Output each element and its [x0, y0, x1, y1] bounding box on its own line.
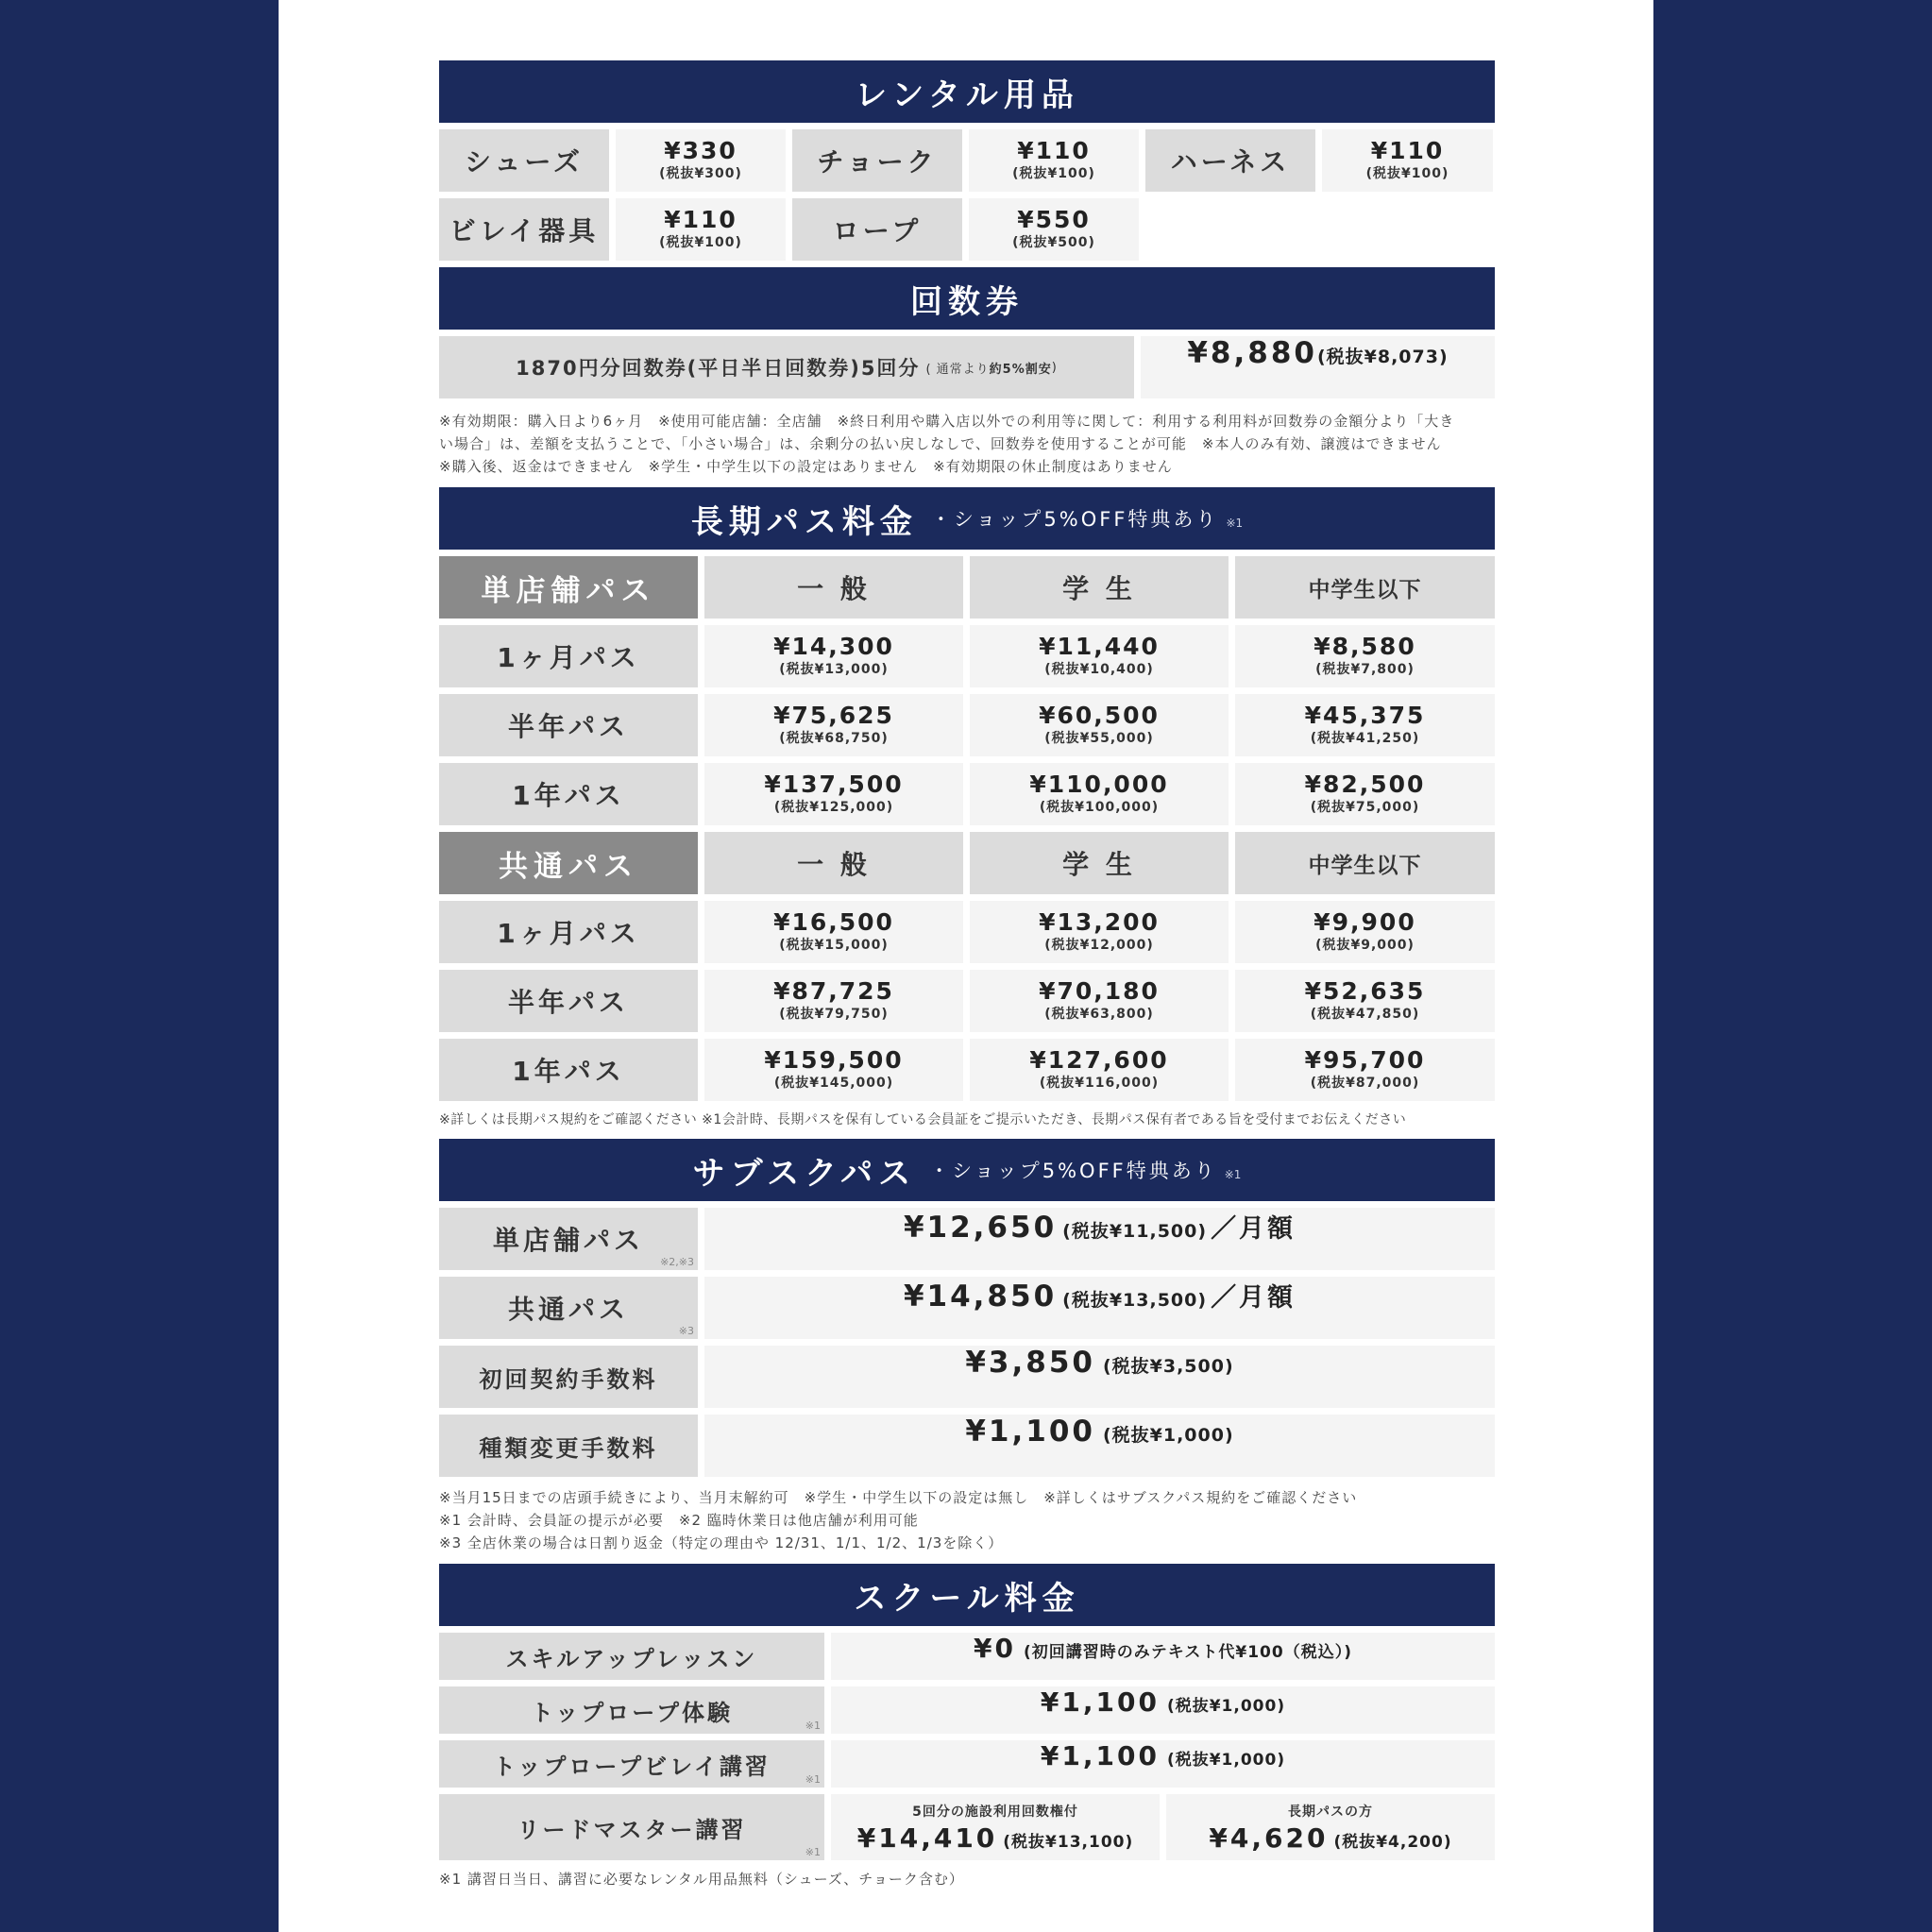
subscription-row [439, 1346, 1495, 1408]
pass-price-cell [704, 1039, 963, 1101]
rental-header [439, 60, 1495, 123]
pass-price-cell [1235, 970, 1495, 1032]
pass-price: ¥75,625 [773, 701, 894, 729]
pass-tax: (税抜¥87,000) [1310, 1076, 1420, 1092]
subscription-price-cell [704, 1346, 1495, 1408]
pass-price: ¥45,375 [1304, 701, 1426, 729]
pass-price-cell [1235, 763, 1495, 825]
pass-price: ¥14,300 [773, 632, 894, 660]
school-tax: (初回講習時のみテキスト代¥100（税込）) [1023, 1643, 1352, 1662]
pass-price: ¥137,500 [764, 770, 904, 798]
ticket-label-text: 1870円分回数券(平日半日回数券)5回分 [516, 357, 921, 380]
pass-price-cell [970, 625, 1229, 687]
school-row-lead [439, 1794, 1495, 1860]
pass-period-label: 半年パス [439, 694, 698, 756]
pass-tax: (税抜¥68,750) [779, 731, 889, 747]
pass-tax: (税抜¥116,000) [1039, 1076, 1160, 1092]
subscription-footnote-mark: ※3 [678, 1325, 694, 1337]
longpass-table [439, 556, 1495, 1101]
pass-period-label: 1年パス [439, 1039, 698, 1101]
pass-type-label: 単店舗パス [439, 556, 698, 619]
pass-price-cell [704, 901, 963, 963]
subscription-suffix: ／月額 [1211, 1214, 1296, 1244]
school-label-text: スキルアップレッスン [505, 1645, 758, 1672]
longpass-header [439, 487, 1495, 550]
school-label-text: リードマスター講習 [517, 1816, 747, 1843]
pass-price: ¥82,500 [1304, 770, 1426, 798]
pass-price: ¥11,440 [1039, 632, 1160, 660]
tickets-note-line: ※有効期限：購入日より6ヶ月 ※使用可能店舗：全店舗 ※終日利用や購入店以外での利用等に関して：利用する利用料が回数券の金額分より「大き [439, 413, 1455, 430]
rental-tax: (税抜¥100) [1012, 166, 1095, 182]
pass-tax: (税抜¥9,000) [1315, 938, 1415, 954]
rental-price-cell [969, 129, 1139, 192]
pass-price: ¥87,725 [773, 976, 894, 1005]
school-label-text: トップロープビレイ講習 [493, 1753, 771, 1780]
subscription-row [439, 1208, 1495, 1270]
school-price: ¥1,100 [1040, 1740, 1160, 1771]
tickets-note-line: い場合」は、差額を支払うことで、「小さい場合」は、余剰分の払い戻しなしで、回数券を使用することが可能 ※本人のみ有効、譲渡はできません [439, 435, 1442, 452]
school-row [439, 1633, 1495, 1680]
school-note: ※1 講習日当日、講習に必要なレンタル用品無料（シューズ、チョーク含む） [439, 1871, 964, 1888]
subscription-label [439, 1346, 698, 1408]
longpass-row [439, 901, 1495, 963]
pass-tax: (税抜¥125,000) [773, 800, 894, 816]
rental-tax: (税抜¥100) [659, 235, 742, 251]
rental-label: シューズ [439, 129, 609, 192]
school-price-cell [831, 1740, 1495, 1788]
subscription-label-text: 種類変更手数料 [479, 1434, 658, 1462]
school-label [439, 1633, 824, 1680]
subscription-header [439, 1139, 1495, 1201]
longpass-row [439, 625, 1495, 687]
lead-option-tax: (税抜¥13,100) [1003, 1832, 1134, 1852]
rental-price: ¥550 [1017, 205, 1091, 233]
subscription-price: ¥12,650 [903, 1211, 1058, 1245]
school-price-cell [831, 1686, 1495, 1734]
column-header: 一 般 [704, 556, 963, 619]
subscription-price: ¥1,100 [965, 1415, 1095, 1449]
school-label [439, 1794, 824, 1860]
pass-price-cell [704, 625, 963, 687]
subscription-label [439, 1415, 698, 1477]
subscription-label-text: 単店舗パス [492, 1225, 644, 1256]
subscription-subtitle: ・ショップ5%OFF特典あり [929, 1160, 1217, 1182]
rental-price-cell [1322, 129, 1493, 192]
pass-period-label: 1年パス [439, 763, 698, 825]
school-price: ¥0 [974, 1633, 1016, 1664]
subscription-label [439, 1208, 698, 1270]
longpass-title: 長期パス料金 [690, 502, 918, 541]
rental-label: ビレイ器具 [439, 198, 609, 261]
pass-price-cell [704, 763, 963, 825]
longpass-mark: ※1 [1226, 517, 1244, 530]
lead-option-tax: (税抜¥4,200) [1333, 1832, 1452, 1852]
pass-tax: (税抜¥7,800) [1315, 662, 1415, 678]
subscription-tax: (税抜¥11,500) [1062, 1221, 1208, 1242]
column-header: 学 生 [970, 556, 1229, 619]
rental-tax: (税抜¥500) [1012, 235, 1095, 251]
pass-price: ¥159,500 [764, 1045, 904, 1074]
pass-price: ¥127,600 [1029, 1045, 1169, 1074]
price-sheet [279, 0, 1653, 1932]
longpass-group-header [439, 556, 1495, 619]
column-header: 学 生 [970, 832, 1229, 894]
rental-price-cell [969, 198, 1139, 261]
subscription-label-text: 共通パス [507, 1294, 629, 1325]
pass-tax: (税抜¥79,750) [779, 1007, 889, 1023]
pass-price-cell [704, 694, 963, 756]
subscription-label [439, 1277, 698, 1339]
tickets-notes [439, 410, 1495, 478]
pass-tax: (税抜¥63,800) [1044, 1007, 1154, 1023]
longpass-row [439, 970, 1495, 1032]
pass-tax: (税抜¥100,000) [1039, 800, 1160, 816]
pass-tax: (税抜¥12,000) [1044, 938, 1154, 954]
pass-type-label: 共通パス [439, 832, 698, 894]
pass-price-cell [970, 1039, 1229, 1101]
lead-option-head: 長期パスの方 [1288, 1804, 1373, 1820]
rental-price: ¥110 [664, 205, 737, 233]
pass-tax: (税抜¥13,000) [779, 662, 889, 678]
pass-price: ¥9,900 [1313, 907, 1416, 936]
rental-label: ハーネス [1145, 129, 1315, 192]
pass-period-label: 1ヶ月パス [439, 625, 698, 687]
lead-option-price: ¥14,410 [856, 1822, 998, 1854]
school-footnote-mark: ※1 [805, 1846, 821, 1858]
school-tax: (税抜¥1,000) [1166, 1751, 1286, 1770]
pass-period-label: 1ヶ月パス [439, 901, 698, 963]
subscription-note-line: ※1 会計時、会員証の提示が必要 ※2 臨時休業日は他店舗が利用可能 [439, 1512, 919, 1529]
subscription-price-cell [704, 1208, 1495, 1270]
pass-price: ¥13,200 [1039, 907, 1160, 936]
school-row [439, 1686, 1495, 1734]
ticket-price: ¥8,880 [1187, 336, 1317, 370]
pass-tax: (税抜¥10,400) [1044, 662, 1154, 678]
longpass-note: ※詳しくは長期パス規約をご確認ください ※1会計時、長期パスを保有している会員証をご提示いただき、長期パス保有者である旨を受付までお伝えください [439, 1112, 1407, 1127]
pass-price-cell [1235, 625, 1495, 687]
tickets-header [439, 267, 1495, 330]
tickets-title: 回数券 [910, 282, 1024, 321]
subscription-price: ¥14,850 [903, 1280, 1058, 1313]
subscription-label-text: 初回契約手数料 [479, 1365, 658, 1393]
subscription-price-cell [704, 1415, 1495, 1477]
pass-tax: (税抜¥55,000) [1044, 731, 1154, 747]
rental-price: ¥110 [1370, 136, 1445, 164]
longpass-group-header [439, 832, 1495, 894]
ticket-label [439, 336, 1134, 398]
pass-tax: (税抜¥47,850) [1310, 1007, 1420, 1023]
tickets-row [439, 336, 1495, 398]
subscription-tax: (税抜¥13,500) [1062, 1290, 1208, 1311]
rental-price: ¥330 [664, 136, 737, 164]
subscription-title: サブスクパス [692, 1154, 917, 1193]
ticket-discount: 約5%割安 [989, 362, 1052, 377]
subscription-row [439, 1277, 1495, 1339]
pass-tax: (税抜¥41,250) [1310, 731, 1420, 747]
rental-title: レンタル用品 [855, 76, 1079, 114]
subscription-note-line: ※3 全店休業の場合は日割り返金（特定の理由や 12/31、1/1、1/2、1/3を除く） [439, 1534, 1004, 1551]
subscription-tax: (税抜¥1,000) [1102, 1425, 1234, 1446]
subscription-footnote-mark: ※2,※3 [660, 1256, 694, 1268]
longpass-subtitle: ・ショップ5%OFF特典あり [930, 508, 1219, 531]
school-label [439, 1740, 824, 1788]
pass-price-cell [1235, 694, 1495, 756]
column-header: 中学生以下 [1235, 556, 1495, 619]
subscription-price-cell [704, 1277, 1495, 1339]
subscription-mark: ※1 [1224, 1168, 1242, 1181]
pass-price: ¥52,635 [1304, 976, 1426, 1005]
subscription-price: ¥3,850 [965, 1346, 1095, 1380]
school-tax: (税抜¥1,000) [1166, 1697, 1286, 1716]
pass-price-cell [1235, 1039, 1495, 1101]
pass-price-cell [970, 901, 1229, 963]
ticket-tax: (税抜¥8,073) [1316, 347, 1449, 367]
lead-option-price: ¥4,620 [1209, 1822, 1329, 1854]
pass-price-cell [970, 970, 1229, 1032]
pass-price-cell [970, 694, 1229, 756]
price-content [439, 60, 1495, 1890]
school-footnote-mark: ※1 [805, 1720, 821, 1732]
column-header: 中学生以下 [1235, 832, 1495, 894]
tickets-note-line: ※購入後、返金はできません ※学生・中学生以下の設定はありません ※有効期限の休止制度はありません [439, 458, 1173, 475]
rental-label: ロープ [792, 198, 962, 261]
school-label [439, 1686, 824, 1734]
longpass-row [439, 694, 1495, 756]
pass-price-cell [1235, 901, 1495, 963]
rental-tax: (税抜¥300) [659, 166, 742, 182]
pass-tax: (税抜¥15,000) [779, 938, 889, 954]
pass-tax: (税抜¥145,000) [773, 1076, 894, 1092]
column-header: 一 般 [704, 832, 963, 894]
ticket-price-cell [1141, 336, 1495, 398]
school-price: ¥1,100 [1040, 1686, 1160, 1718]
pass-tax: (税抜¥75,000) [1310, 800, 1420, 816]
ticket-note-post: ) [1051, 360, 1058, 375]
pass-price-cell [704, 970, 963, 1032]
rental-label: チョーク [792, 129, 962, 192]
ticket-note-pre: ( 通常より [925, 362, 990, 377]
subscription-suffix: ／月額 [1211, 1283, 1296, 1313]
lead-option-cell [831, 1794, 1160, 1860]
subscription-tax: (税抜¥3,500) [1102, 1356, 1234, 1377]
pass-price: ¥70,180 [1039, 976, 1160, 1005]
rental-row-1 [439, 129, 1495, 192]
school-header [439, 1564, 1495, 1626]
school-title: スクール料金 [854, 1579, 1080, 1618]
school-row [439, 1740, 1495, 1788]
longpass-row [439, 1039, 1495, 1101]
longpass-row [439, 763, 1495, 825]
school-label-text: トップロープ体験 [530, 1699, 734, 1726]
rental-row-2 [439, 198, 1495, 261]
pass-price: ¥95,700 [1304, 1045, 1426, 1074]
subscription-note-line: ※当月15日までの店頭手続きにより、当月末解約可 ※学生・中学生以下の設定は無し ※詳しくはサブスクパス規約をご確認ください [439, 1489, 1358, 1506]
pass-price: ¥8,580 [1313, 632, 1416, 660]
lead-option-head: 5回分の施設利用回数権付 [912, 1804, 1078, 1820]
rental-price-cell [616, 129, 786, 192]
lead-option-cell [1166, 1794, 1495, 1860]
subscription-row [439, 1415, 1495, 1477]
rental-price-cell [616, 198, 786, 261]
subscription-notes [439, 1486, 1495, 1554]
rental-price: ¥110 [1017, 136, 1091, 164]
pass-price: ¥60,500 [1039, 701, 1160, 729]
school-footnote-mark: ※1 [805, 1773, 821, 1786]
pass-price: ¥110,000 [1029, 770, 1169, 798]
pass-price-cell [970, 763, 1229, 825]
rental-tax: (税抜¥100) [1365, 166, 1449, 182]
pass-period-label: 半年パス [439, 970, 698, 1032]
pass-price: ¥16,500 [773, 907, 894, 936]
school-price-cell [831, 1633, 1495, 1680]
